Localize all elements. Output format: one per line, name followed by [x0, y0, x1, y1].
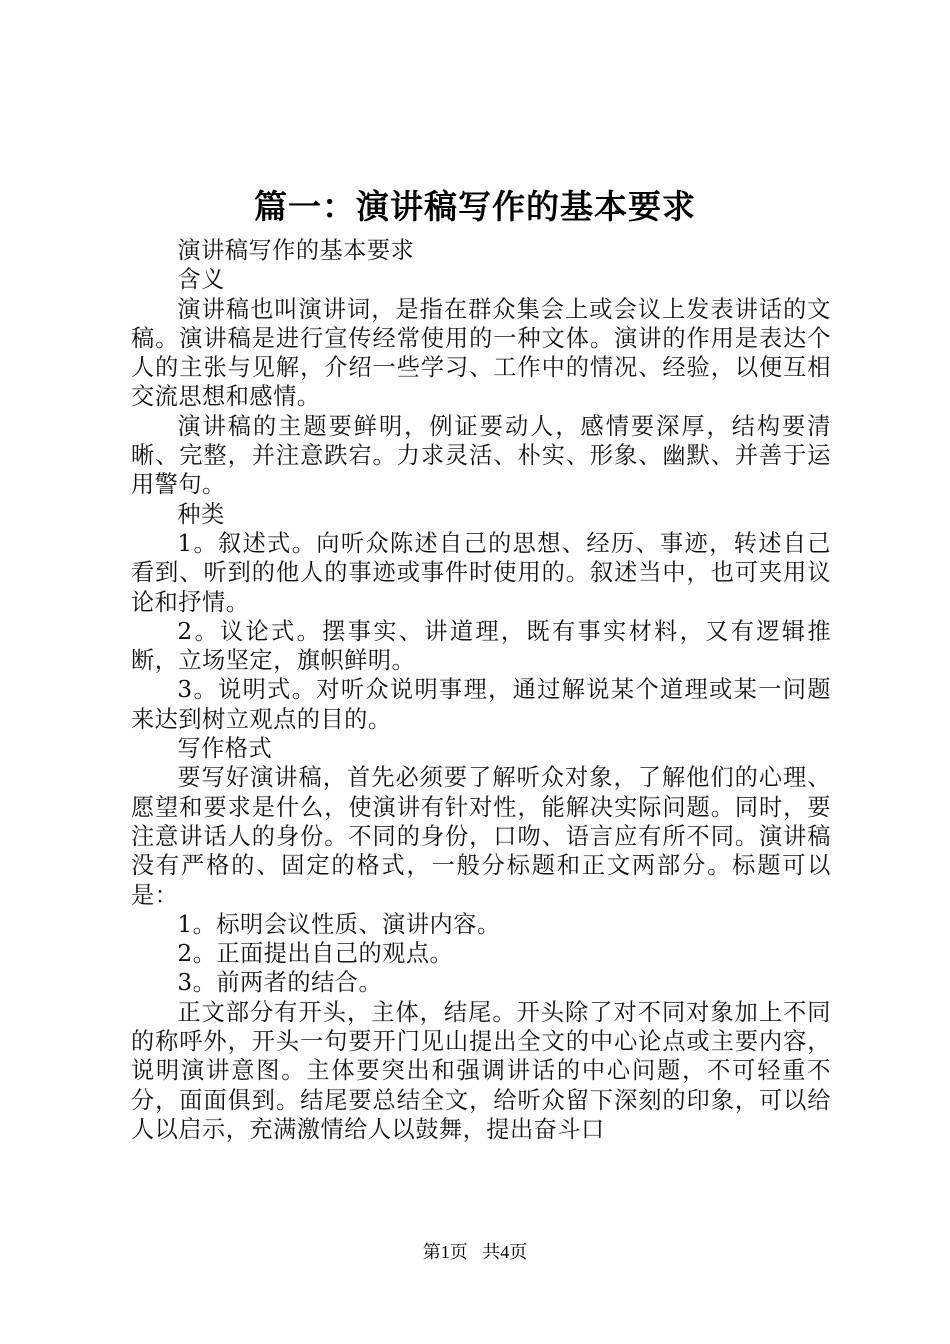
list-item-paragraph: 1。标明会议性质、演讲内容。: [177, 910, 501, 938]
body-paragraph: 演讲稿也叫演讲词，是指在群众集会上或会议上发表讲话的文稿。演讲稿是进行宣传经常使用的一种文体。演讲的作用是表达个人的主张与见解，介绍一些学习、工作中的情况、经验，以便互相交流思想和感情。: [131, 295, 831, 411]
page-number: 第1页: [422, 1242, 468, 1262]
list-item-paragraph: 2。正面提出自己的观点。: [177, 940, 454, 968]
list-item-paragraph: 3。说明式。对听众说明事理，通过解说某个道理或某一问题来达到树立观点的目的。: [131, 676, 831, 733]
section-heading-types: 种类: [177, 500, 225, 528]
section-heading-meaning: 含义: [177, 266, 225, 294]
page-total: 共4页: [482, 1242, 528, 1262]
document-title: 篇一：演讲稿写作的基本要求: [254, 187, 696, 226]
subtitle-paragraph: 演讲稿写作的基本要求: [177, 237, 415, 264]
page-footer: [0, 1240, 950, 1264]
body-paragraph: 要写好演讲稿，首先必须要了解听众对象，了解他们的心理、愿望和要求是什么，使演讲有针对性，能解决实际问题。同时，要注意讲话人的身份。不同的身份，口吻、语言应有所不同。演讲稿没有严格的、固定的格式，一般分标题和正文两部分。标题可以是：: [131, 764, 831, 909]
list-item-paragraph: 2。议论式。摆事实、讲道理，既有事实材料，又有逻辑推断，立场坚定，旗帜鲜明。: [131, 617, 831, 675]
body-paragraph: 正文部分有开头，主体，结尾。开头除了对不同对象加上不同的称呼外，开头一句要开门见山提出全文的中心论点或主要内容，说明演讲意图。主体要突出和强调讲话的中心问题，不可轻重不分，面面俱到。结尾要总结全文，给听众留下深刻的印象，可以给人以启示，充满激情给人以鼓舞，提出奋斗口: [131, 998, 831, 1143]
list-item-paragraph: 3。前两者的结合。: [177, 969, 383, 997]
body-paragraph: 演讲稿的主题要鲜明，例证要动人，感情要深厚，结构要清晰、完整，并注意跌宕。力求灵活、朴实、形象、幽默、并善于运用警句。: [131, 412, 831, 499]
list-item-paragraph: 1。叙述式。向听众陈述自己的思想、经历、事迹，转述自己看到、听到的他人的事迹或事件时使用的。叙述当中，也可夹用议论和抒情。: [131, 529, 831, 616]
section-heading-format: 写作格式: [177, 735, 273, 763]
document-body: [131, 236, 831, 1144]
